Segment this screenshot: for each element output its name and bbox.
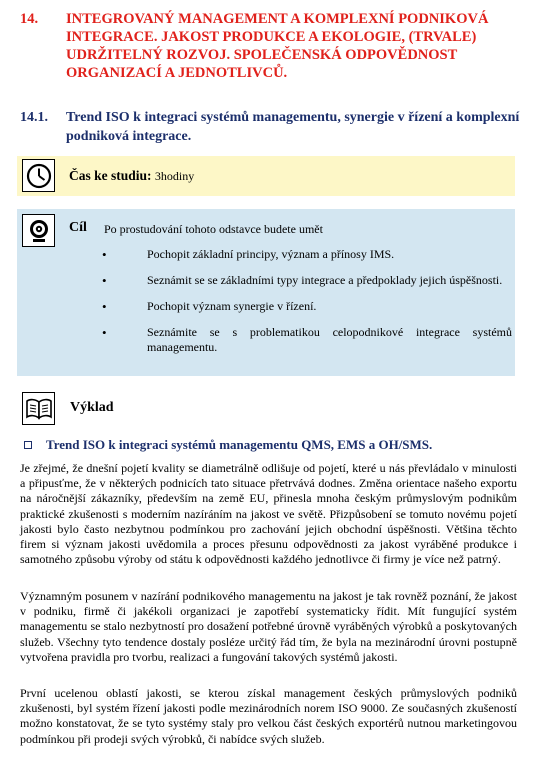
subheading-text: Trend ISO k integraci systémů managementu QMS, EMS a OH/SMS. [46, 437, 433, 452]
subheading [20, 437, 520, 453]
section-title: Trend ISO k integraci systémů managementu, synergie v řízení a komplexní podniková integrace. [66, 110, 520, 144]
chapter-title: INTEGROVANÝ MANAGEMENT A KOMPLEXNÍ PODNIKOVÁ INTEGRACE. JAKOST PRODUKCE A EKOLOGIE, (TRVALE) UDRŽITELNÝ ROZVOJ. SPOLEČENSKÁ ODPOVĚDNOST ORGANIZACÍ A JEDNOTLIVCŮ. [66, 11, 489, 81]
bullet: • [102, 273, 107, 288]
paragraph: Je zřejmé, že dnešní pojetí kvality se diametrálně odlišuje od pojetí, které u nás převládalo v minulosti a připusťme, že v některých podnicích tato situace přetrvává dodnes. Změna orientace našeho exportu na náročnější zákazníky, především na země EU, přinesla mnoha českým průmyslovým podnikům praktické zkušenosti s moderním nazíráním na jakost ve světě. Přizpůsobení se tomuto novému pojetí jakosti bylo často nezbytnou podmínkou pro zachování jejich obchodní úspěšnosti. Většina těchto firem si význam jakosti uvědomila a proces přesunu odpovědnosti za jakost vyráběné produkce i samotného způsobu výroby od státu k odpovědnosti každého jednotlivce či firmy je více než patrný. [20, 461, 517, 567]
goal-item-text: Pochopit význam synergie v řízení. [147, 299, 317, 313]
goal-list [102, 247, 512, 366]
goal-item-text: Seznámit se se základními typy integrace a předpoklady jejich úspěšnosti. [147, 273, 503, 287]
study-time-label: Čas ke studiu: [69, 168, 152, 183]
chapter-number: 14. [20, 11, 39, 27]
explanation-label: Výklad [70, 400, 114, 415]
goal-label: Cíl [69, 220, 87, 235]
goal-item-text: Pochopit základní principy, význam a přínosy IMS. [147, 247, 395, 261]
open-book-icon [22, 392, 55, 425]
section-number: 14.1. [20, 110, 48, 125]
study-time-box [17, 156, 515, 196]
bullet: • [102, 325, 107, 340]
study-time-value: 3hodiny [154, 169, 195, 183]
goal-item-text: Seznámite se s problematikou celopodnikové integrace systémů managementu. [147, 325, 512, 354]
goal-item [102, 299, 512, 314]
target-icon [22, 214, 55, 247]
clock-icon [22, 159, 55, 192]
goal-item [102, 325, 512, 355]
goal-intro: Po prostudování tohoto odstavce budete umět [104, 222, 323, 236]
bullet: • [102, 247, 107, 262]
chapter-heading [20, 10, 520, 82]
goal-item [102, 273, 512, 288]
section-heading [20, 108, 520, 146]
goal-box [17, 209, 515, 376]
paragraph: Významným posunem v nazírání podnikového managementu na jakost je tak rovněž poznání, že jakost v podniku, firmě či jakékoli organizaci je zapotřebí systematicky řídit. Mít fungující systém managementu se stalo nezbytností pro dosažení potřebné úrovně vyráběných výrobků a poskytovaných služeb. Všechny tyto tendence dostaly posléze určitý řád tím, že byla na mezinárodní úrovni postupně vytvořena pravidla pro tvorbu, realizaci a fungování takových systémů jakosti. [20, 589, 517, 664]
goal-item [102, 247, 512, 262]
study-time [69, 168, 194, 184]
paragraph: První ucelenou oblastí jakosti, se kterou získal management českých průmyslových podniků zkušenosti, byl systém řízení jakosti podle mezinárodních norem ISO 9000. Ze současných zkušeností možno konstatovat, že se tyto systémy staly pro velkou část českých exportérů nutnou marketingovou podmínkou při prodeji svých výrobků, či nabídce svých služeb. [20, 686, 517, 746]
bullet: • [102, 299, 107, 314]
square-bullet-icon [24, 441, 32, 449]
